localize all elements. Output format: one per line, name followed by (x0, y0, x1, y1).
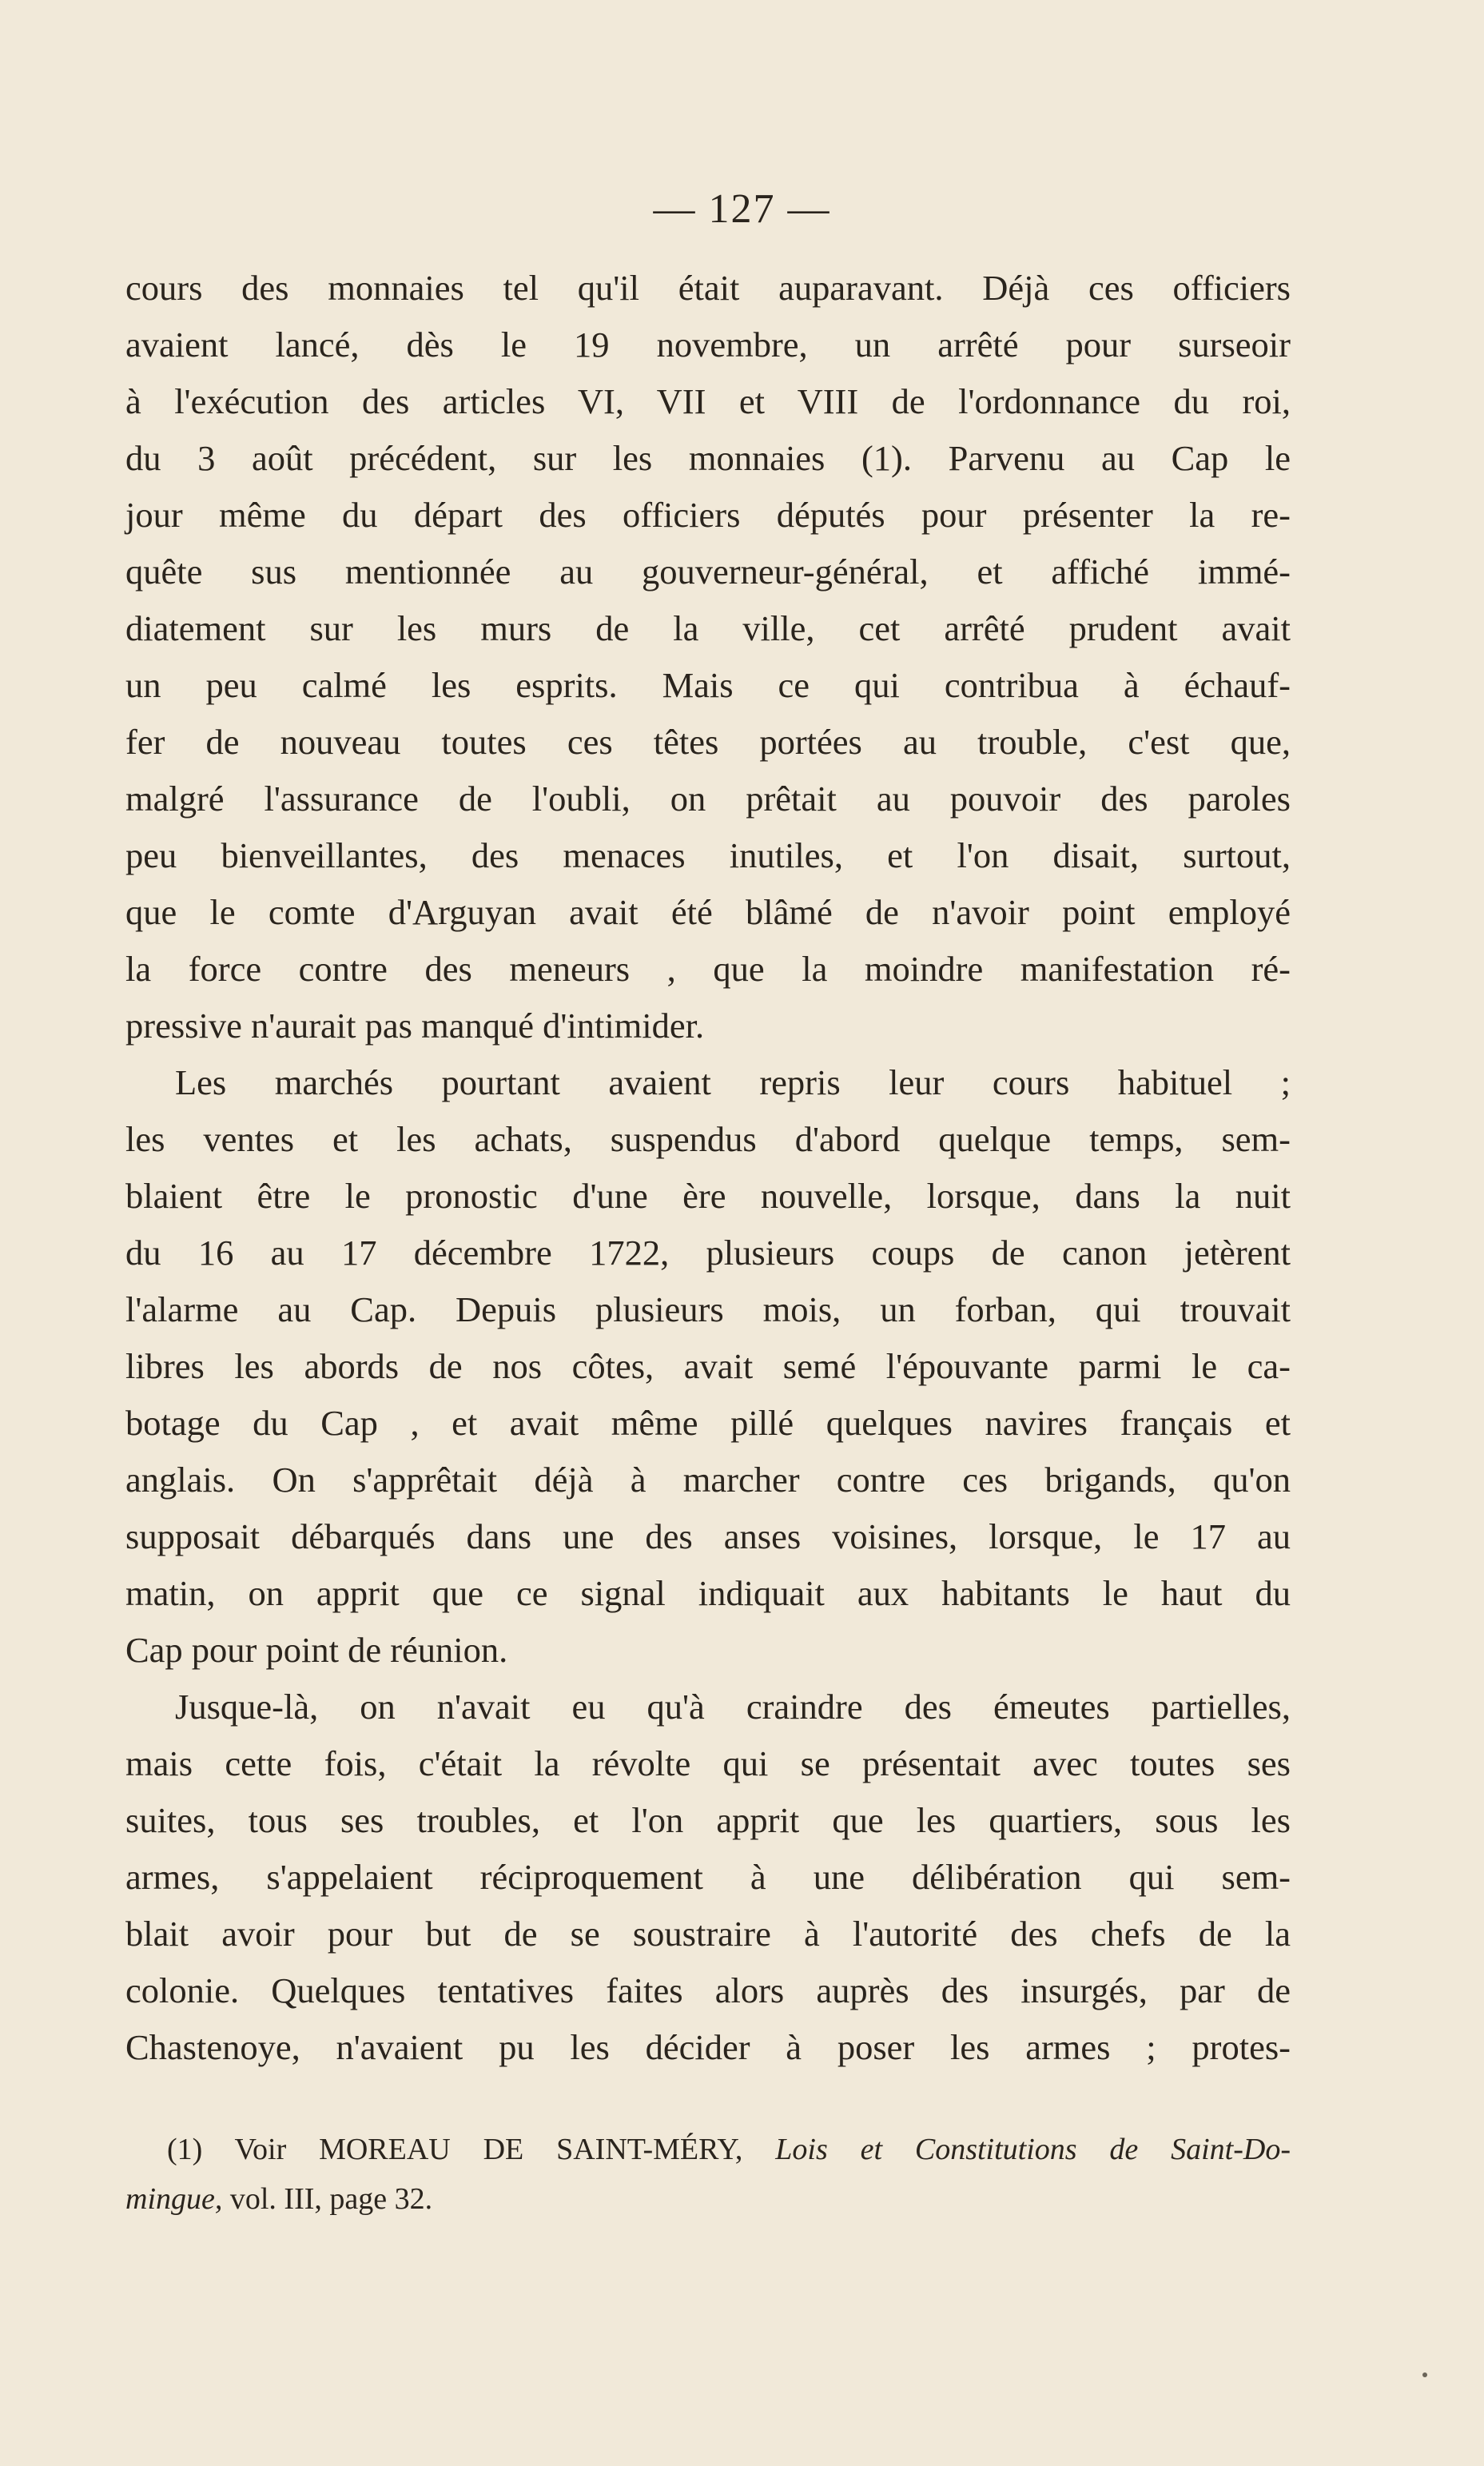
text-line: les ventes et les achats, suspendus d'abord quelque temps, sem- (125, 1119, 1291, 1159)
text-line: du 3 août précédent, sur les monnaies (1). Parvenu au Cap le (125, 438, 1291, 478)
text-line: mais cette fois, c'était la révolte qui se présentait avec toutes ses (125, 1743, 1291, 1783)
text-line: fer de nouveau toutes ces têtes portées au trouble, c'est que, (125, 722, 1291, 762)
text-line: que le comte d'Arguyan avait été blâmé de n'avoir point employé (125, 892, 1291, 932)
text-line: l'alarme au Cap. Depuis plusieurs mois, un forban, qui trouvait (125, 1289, 1291, 1329)
text-line: Jusque-là, on n'avait eu qu'à craindre des émeutes partielles, (175, 1687, 1291, 1727)
footnote-title-end: mingue, (125, 2182, 223, 2216)
text-line: malgré l'assurance de l'oubli, on prêtait au pouvoir des paroles (125, 779, 1291, 819)
text-line: libres les abords de nos côtes, avait semé l'épouvante parmi le ca- (125, 1346, 1291, 1386)
text-line: avaient lancé, dès le 19 novembre, un arrêté pour surseoir (125, 325, 1291, 365)
text-line: botage du Cap , et avait même pillé quelques navires français et (125, 1403, 1291, 1443)
text-line: armes, s'appelaient réciproquement à une délibération qui sem- (125, 1857, 1291, 1897)
paragraph-2 (125, 1054, 1291, 1679)
text-line: jour même du départ des officiers députés pour présenter la re- (125, 495, 1291, 535)
text-line: matin, on apprit que ce signal indiquait aux habitants le haut du (125, 1573, 1291, 1613)
text-line: anglais. On s'apprêtait déjà à marcher contre ces brigands, qu'on (125, 1460, 1291, 1500)
text-line: supposait débarqués dans une des anses voisines, lorsque, le 17 au (125, 1516, 1291, 1556)
text-line: diatement sur les murs de la ville, cet arrêté prudent avait (125, 608, 1291, 648)
text-line: colonie. Quelques tentatives faites alors auprès des insurgés, par de (125, 1970, 1291, 2010)
footnote-reference: vol. III, page 32. (229, 2182, 433, 2216)
paragraph-1 (125, 260, 1291, 1054)
text-line: Cap pour point de réunion. (125, 1630, 508, 1670)
paper-speck (1422, 2372, 1427, 2377)
text-line: un peu calmé les esprits. Mais ce qui contribua à échauf- (125, 665, 1291, 705)
text-line: du 16 au 17 décembre 1722, plusieurs coups de canon jetèrent (125, 1233, 1291, 1273)
text-line: peu bienveillantes, des menaces inutiles, et l'on disait, surtout, (125, 835, 1291, 875)
text-line: la force contre des meneurs , que la moindre manifestation ré- (125, 949, 1291, 989)
text-line: pressive n'aurait pas manqué d'intimider. (125, 1006, 705, 1046)
text-line: quête sus mentionnée au gouverneur-général, et affiché immé- (125, 552, 1291, 592)
text-line: Chastenoye, n'avaient pu les décider à poser les armes ; protes- (125, 2027, 1291, 2067)
footnote-author: MOREAU DE SAINT-MÉRY, (319, 2133, 743, 2166)
body-text (125, 260, 1291, 2076)
footnote (125, 2125, 1291, 2224)
footnote-line (125, 2174, 1291, 2224)
footnote-line (125, 2125, 1291, 2174)
text-line: blaient être le pronostic d'une ère nouvelle, lorsque, dans la nuit (125, 1176, 1291, 1216)
text-line: cours des monnaies tel qu'il était auparavant. Déjà ces officiers (125, 268, 1291, 308)
footnote-marker: (1) (167, 2133, 203, 2166)
footnote-lead: Voir (234, 2133, 287, 2166)
text-line: à l'exécution des articles VI, VII et VIII de l'ordonnance du roi, (125, 381, 1291, 421)
page-number: — 127 — (653, 186, 831, 232)
paragraph-3 (125, 1679, 1291, 2076)
text-line: Les marchés pourtant avaient repris leur cours habituel ; (175, 1062, 1291, 1102)
text-line: suites, tous ses troubles, et l'on apprit que les quartiers, sous les (125, 1800, 1291, 1840)
text-line: blait avoir pour but de se soustraire à l'autorité des chefs de la (125, 1914, 1291, 1954)
footnote-title: Lois et Constitutions de Saint-Do- (775, 2133, 1291, 2166)
